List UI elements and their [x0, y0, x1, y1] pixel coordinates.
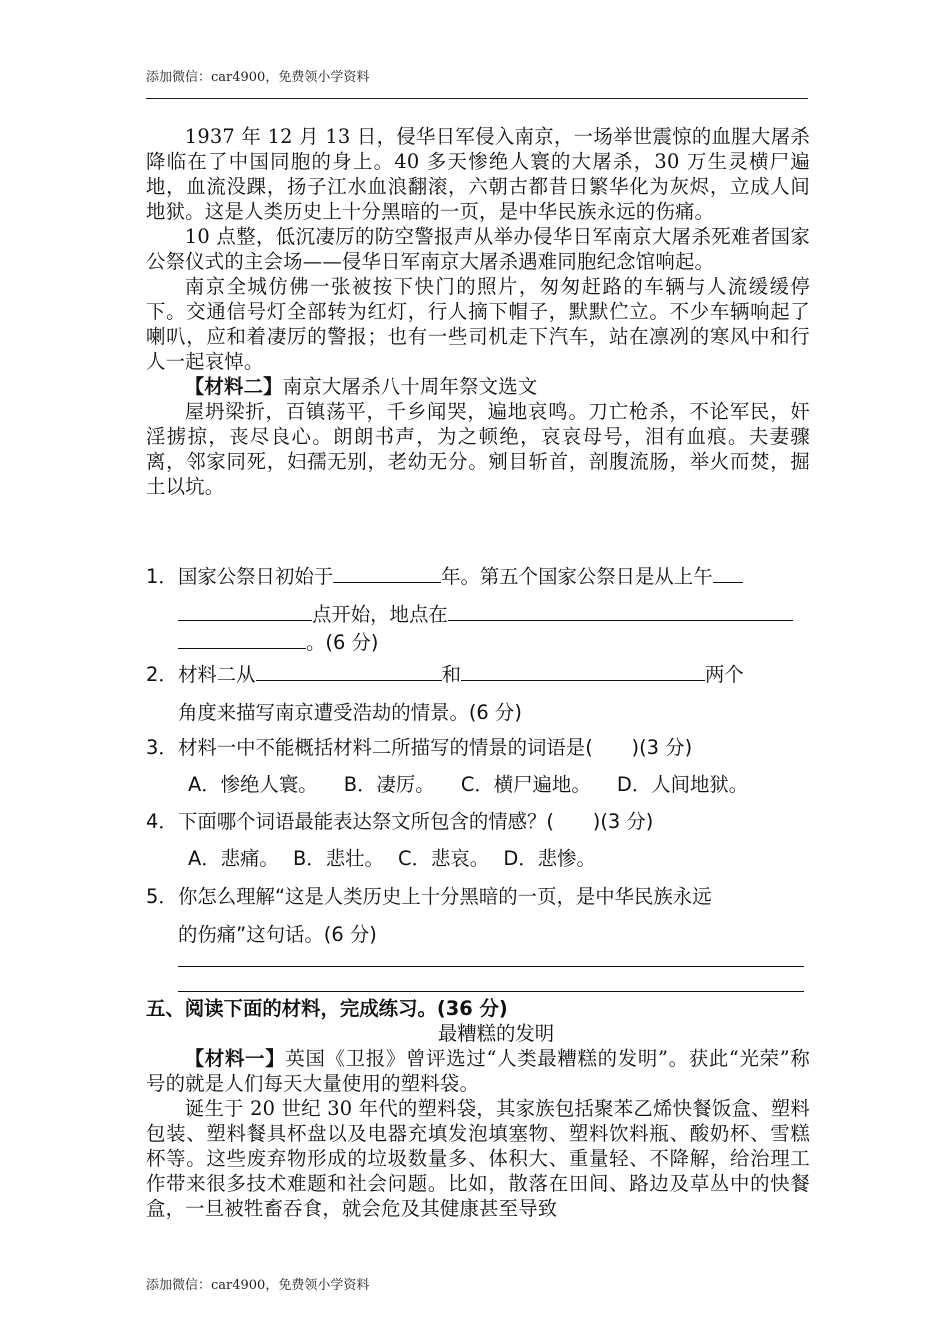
question-3	[146, 735, 810, 761]
question-text: 国家公祭日初始于	[178, 565, 334, 588]
option-d[interactable]: D．人间地狱。	[616, 773, 749, 796]
question-3-options	[188, 772, 768, 798]
passage-paragraph: 诞生于 20 世纪 30 年代的塑料袋，其家族包括聚苯乙烯快餐饭盒、塑料包装、塑料餐具杯盘以及电器充填发泡填塞物、塑料饮料瓶、酸奶杯、雪糕杯等。这些废弃物形成的垃圾数量多、体积大、重量轻、不降解，给治理工作带来很多技术难题和社会问题。比如，散落在田间、路边及草丛中的快餐盒，一旦被牲畜吞食，就会危及其健康甚至导致	[146, 1097, 810, 1220]
option-b[interactable]: B．悲壮。	[293, 847, 384, 870]
answer-line[interactable]	[178, 991, 804, 992]
question-text: 角度来描写南京遭受浩劫的情景。(6 分)	[178, 701, 522, 724]
section-heading: 五、阅读下面的材料，完成练习。(36 分)	[146, 997, 508, 1020]
answer-blank[interactable]	[333, 562, 441, 583]
material-one-label: 【材料一】	[184, 1047, 286, 1070]
material-two-title-text: 南京大屠杀八十周年祭文选文	[282, 375, 538, 398]
material-one-passage-2	[146, 1046, 810, 1221]
option-a[interactable]: A．悲痛。	[188, 847, 279, 870]
passage-paragraph	[146, 1046, 810, 1096]
page-header: 添加微信：car4900，免费领小学资料	[146, 70, 370, 85]
article-title: 最糟糕的发明	[437, 1022, 555, 1045]
passage-text: 英国《卫报》曾评选过“人类最糟糕的发明”。获此“光荣”称号的就是人们每天大量使用的塑料袋。	[146, 1047, 810, 1095]
material-two-title	[146, 374, 810, 399]
question-text: 你怎么理解“这是人类历史上十分黑暗的一页，是中华民族永远	[178, 885, 712, 908]
option-c[interactable]: C．悲哀。	[398, 847, 490, 870]
question-text: 。(6 分)	[306, 631, 379, 654]
question-text: 点开始，地点在	[312, 603, 448, 626]
answer-blank[interactable]	[448, 600, 793, 621]
question-number: 4．	[146, 810, 178, 833]
question-number: 1．	[146, 565, 178, 588]
answer-line[interactable]	[178, 966, 804, 967]
material-two-label: 【材料二】	[184, 375, 283, 398]
option-b[interactable]: B．凄厉。	[343, 773, 435, 796]
question-1	[146, 562, 810, 656]
option-d[interactable]: D．悲惨。	[503, 847, 596, 870]
question-4-options	[188, 846, 604, 872]
passage-paragraph: 10 点整，低沉凄厉的防空警报声从举办侵华日军南京大屠杀死难者国家公祭仪式的主会场——侵华日军南京大屠杀遇难同胞纪念馆响起。	[146, 225, 810, 273]
option-a[interactable]: A．惨绝人寰。	[188, 773, 318, 796]
material-one-passage	[146, 124, 810, 499]
question-text: 年。第五个国家公祭日是从上午	[441, 565, 713, 588]
passage-paragraph: 1937 年 12 月 13 日，侵华日军侵入南京，一场举世震惊的血腥大屠杀降临在了中国同胞的身上。40 多天惨绝人寰的大屠杀，30 万生灵横尸遍地，血流没踝，扬子江水血浪翻滚，六朝古都昔日繁华化为灰烬，立成人间地狱。这是人类历史上十分黑暗的一页，是中华民族永远的伤痛。	[146, 125, 810, 223]
question-5	[146, 884, 810, 948]
question-number: 2．	[146, 663, 178, 686]
answer-blank[interactable]	[256, 660, 442, 681]
question-text: 两个	[704, 663, 744, 686]
header-divider	[146, 98, 808, 99]
question-number: 3．	[146, 736, 178, 759]
answer-blank[interactable]	[178, 628, 306, 649]
answer-blank[interactable]	[461, 660, 705, 681]
answer-blank[interactable]	[713, 562, 743, 583]
question-2	[146, 660, 810, 726]
question-text: 材料二从	[178, 663, 256, 686]
passage-paragraph: 屋坍梁折，百镇荡平，千乡闻哭，遍地哀鸣。刀亡枪杀，不论军民，奸淫掳掠，丧尽良心。朗朗书声，为之顿绝，哀哀母号，泪有血痕。夫妻骤离，邻家同死，妇孺无别，老幼无分。剜目斩首，剖腹流肠，举火而焚，掘土以坑。	[146, 400, 810, 498]
question-text: 下面哪个词语最能表达祭文所包含的情感？( )(3 分)	[178, 810, 654, 833]
option-c[interactable]: C．横尸遍地。	[460, 773, 591, 796]
passage-paragraph: 南京全城仿佛一张被按下快门的照片，匆匆赶路的车辆与人流缓缓停下。交通信号灯全部转为红灯，行人摘下帽子，默默伫立。不少车辆响起了喇叭，应和着凄厉的警报；也有一些司机走下汽车，站在凛冽的寒风中和行人一起哀悼。	[146, 275, 810, 373]
question-text: 的伤痛”这句话。(6 分)	[178, 923, 377, 946]
question-text: 和	[441, 663, 461, 686]
question-4	[146, 809, 810, 835]
question-number: 5．	[146, 885, 178, 908]
page-footer: 添加微信：car4900，免费领小学资料	[146, 1278, 370, 1293]
answer-blank[interactable]	[178, 600, 312, 621]
question-text: 材料一中不能概括材料二所描写的情景的词语是( )(3 分)	[178, 736, 693, 759]
